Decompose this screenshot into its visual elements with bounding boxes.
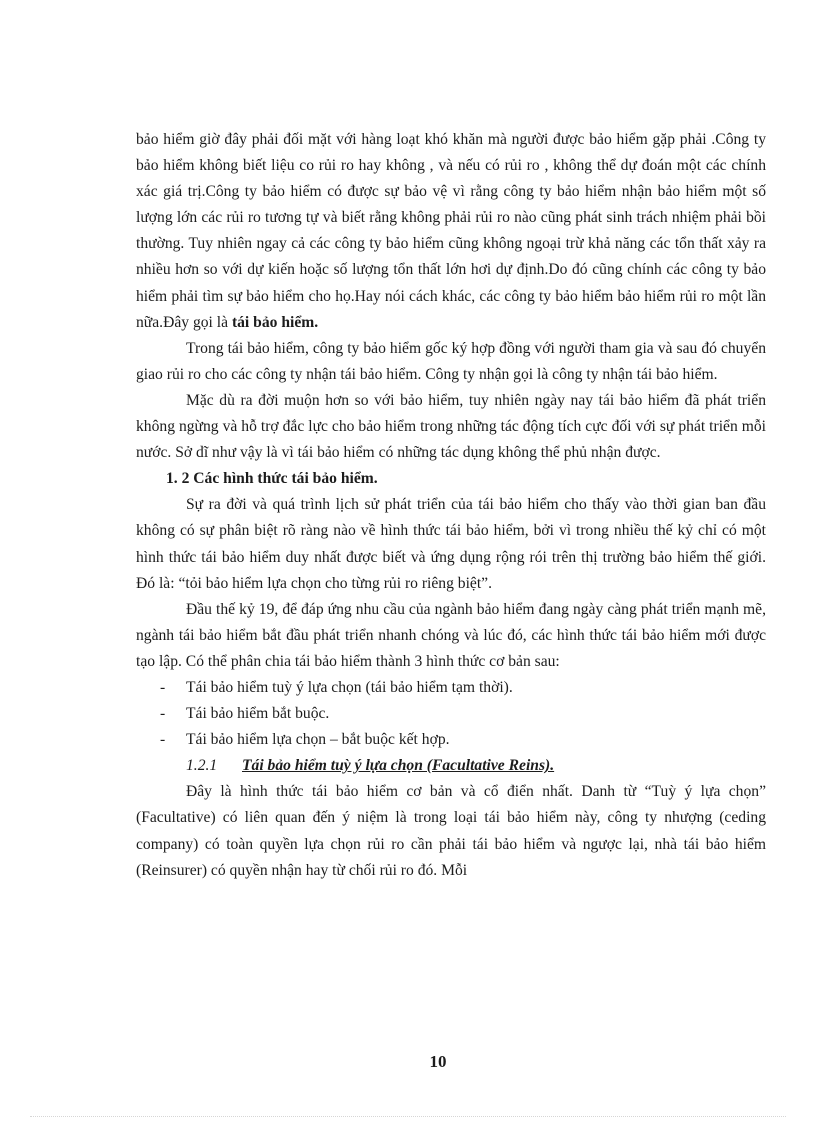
subsection-heading bbox=[136, 753, 766, 779]
paragraph-2: Trong tái bảo hiểm, công ty bảo hiểm gốc ký hợp đồng với người tham gia và sau đó chuyển giao rủi ro cho các công ty nhận tái bảo hiểm. Công ty nhận gọi là công ty nhận tái bảo hiểm. bbox=[136, 339, 766, 383]
list-item-text: Tái bảo hiểm tuỳ ý lựa chọn (tái bảo hiểm tạm thời). bbox=[186, 678, 513, 696]
bullet-dash: - bbox=[160, 731, 166, 749]
paragraph-1-text: bảo hiểm giờ đây phải đối mặt với hàng loạt khó khăn mà người được bảo hiểm gặp phải .Công ty bảo hiểm không biết liệu co rủi ro hay không , và nếu có rủi ro , không thể dự đoán một các chính xác giá trị.Công ty bảo hiểm có được sự bảo vệ vì rằng công ty bảo hiểm nhận bảo hiểm một số lượng lớn các rủi ro tương tự và biết rằng không phải rủi ro nào cũng phát sinh trách nhiệm phải bồi thường. Tuy nhiên ngay cả các công ty bảo hiểm cũng không ngoại trừ khả năng các tổn thất xảy ra nhiều hơn so với dự kiến hoặc số lượng tổn thất lớn hơi dự định.Do đó cũng chính các công ty bảo hiểm phải tìm sự bảo hiểm cho họ.Hay nói cách khác, các công ty bảo hiểm bảo hiểm rủi ro một lần nữa.Đây gọi là bbox=[136, 131, 766, 331]
list-item bbox=[136, 727, 766, 753]
list-item bbox=[136, 675, 766, 701]
paragraph-1 bbox=[136, 127, 766, 336]
bullet-dash: - bbox=[160, 678, 166, 696]
page-bottom-divider bbox=[30, 1116, 786, 1117]
paragraph-6: Đây là hình thức tái bảo hiểm cơ bản và cổ điển nhất. Danh từ “Tuỳ ý lựa chọn” (Facultative) có liên quan đến ý niệm là trong loại tái bảo hiểm này, công ty nhượng (ceding company) có toàn quyền lựa chọn rủi ro cần phải tái bảo hiểm và ngược lại, nhà tái bảo hiểm (Reinsurer) có quyền nhận hay từ chối rủi ro đó. Mỗi bbox=[136, 783, 766, 879]
reinsurance-forms-list bbox=[136, 675, 766, 753]
paragraph-5: Đầu thế kỷ 19, để đáp ứng nhu cầu của ngành bảo hiểm đang ngày càng phát triển mạnh mẽ, ngành tái bảo hiểm bắt đầu phát triển nhanh chóng và lúc đó, các hình thức tái bảo hiểm mới được tạo lập. Có thể phân chia tái bảo hiểm thành 3 hình thức cơ bản sau: bbox=[136, 600, 766, 670]
list-item bbox=[136, 701, 766, 727]
page-number: 10 bbox=[429, 1052, 447, 1071]
list-item-text: Tái bảo hiểm bắt buộc. bbox=[186, 705, 330, 723]
bullet-dash: - bbox=[160, 705, 166, 723]
paragraph-4: Sự ra đời và quá trình lịch sử phát triển của tái bảo hiểm cho thấy vào thời gian ban đầu không có sự phân biệt rõ ràng nào về hình thức tái bảo hiểm, bởi vì trong nhiều thế kỷ chỉ có một hình thức tái bảo hiểm duy nhất được biết và ứng dụng rộng rói trên thị trường bảo hiểm thế giới. Đó là: “tỏi bảo hiểm lựa chọn cho từng rủi ro riêng biệt”. bbox=[136, 496, 766, 592]
subsection-title: Tái bảo hiểm tuỳ ý lựa chọn (Facultative Reins). bbox=[242, 757, 555, 775]
section-heading: 1. 2 Các hình thức tái bảo hiểm. bbox=[166, 470, 378, 488]
paragraph-3: Mặc dù ra đời muộn hơn so với bảo hiểm, tuy nhiên ngày nay tái bảo hiểm đã phát triển không ngừng và hỗ trợ đắc lực cho bảo hiểm trong những tác động tích cực đối với sự phát triển mỗi nước. Sở dĩ như vậy là vì tái bảo hiểm có những tác dụng không thể phủ nhận được. bbox=[136, 391, 766, 462]
term-reinsurance: tái bảo hiểm. bbox=[231, 313, 319, 331]
list-item-text: Tái bảo hiểm lựa chọn – bắt buộc kết hợp. bbox=[186, 731, 450, 749]
document-body bbox=[136, 127, 766, 884]
subsection-number: 1.2.1 bbox=[186, 757, 218, 775]
